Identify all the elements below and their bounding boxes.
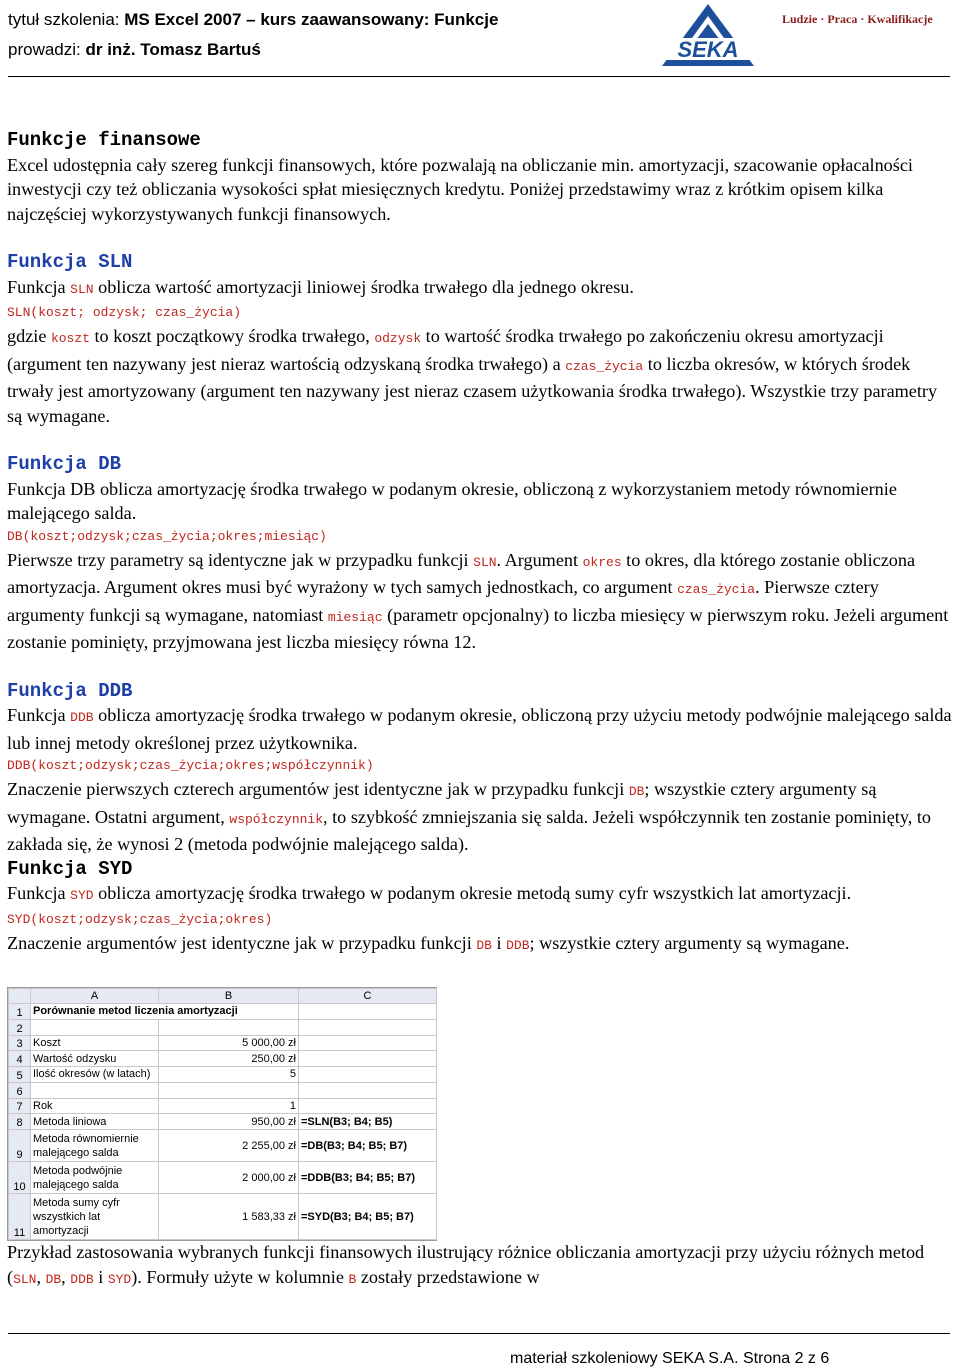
row-number: 6 <box>9 1082 31 1098</box>
formula-cell: =SLN(B3; B4; B5) <box>299 1114 437 1130</box>
cell: 1 <box>159 1098 299 1114</box>
ddb-description: Funkcja DDB oblicza amortyzację środka trwałego w podanym okresie, obliczoną przy użyciu metody podwójnie malejącego salda lub innej metody określonej przez użytkownika. <box>7 705 952 753</box>
course-title: tytuł szkolenia: MS Excel 2007 – kurs zaawansowany: Funkcje <box>8 10 499 29</box>
row-number: 11 <box>9 1194 31 1240</box>
column-header: A <box>31 989 159 1004</box>
cell: Koszt <box>31 1035 159 1051</box>
row-number: 2 <box>9 1019 31 1035</box>
section-title: Funkcje finansowe <box>7 129 201 151</box>
cell: Metoda sumy cyfr wszystkich lat amortyzacji <box>31 1194 159 1240</box>
cell: Metoda liniowa <box>31 1114 159 1130</box>
cell: Wartość odzysku <box>31 1051 159 1067</box>
row-number: 1 <box>9 1004 31 1020</box>
table-row <box>9 1114 437 1130</box>
row-number: 9 <box>9 1130 31 1162</box>
cell: Metoda równomiernie malejącego salda <box>31 1130 159 1162</box>
heading-ddb: Funkcja DDB <box>7 679 133 702</box>
heading-sln: Funkcja SLN <box>7 251 133 273</box>
syd-syntax: SYD(koszt;odzysk;czas_życia;okres) <box>7 911 273 927</box>
cell <box>299 1067 437 1083</box>
cell <box>31 1019 159 1035</box>
document-body <box>7 128 952 958</box>
cell: 5 000,00 zł <box>159 1035 299 1051</box>
formula-cell: =DB(B3; B4; B5; B7) <box>299 1130 437 1162</box>
page-header <box>0 0 960 80</box>
db-syntax: DB(koszt;odzysk;czas_życia;okres;miesiąc) <box>7 528 327 544</box>
ddb-arguments: Znaczenie pierwszych czterech argumentów jest identyczne jak w przypadku funkcji DB; wszystkie cztery argumenty są wymagane. Ostatni argument, współczynnik, to szybkość zmniejszania się salda. Jeżeli współczynnik ten zostanie pominięty, to zakłada się, że wynosi 2 (metoda podwójnie malejącego salda). <box>7 779 931 854</box>
cell: Ilość okresów (w latach) <box>31 1067 159 1083</box>
cell: 5 <box>159 1067 299 1083</box>
cell: 1 583,33 zł <box>159 1194 299 1240</box>
cell: Metoda podwójnie malejącego salda <box>31 1162 159 1194</box>
table-row <box>9 1162 437 1194</box>
table-row <box>9 1130 437 1162</box>
cell: 250,00 zł <box>159 1051 299 1067</box>
row-number: 10 <box>9 1162 31 1194</box>
cell <box>159 1082 299 1098</box>
page-footer: materiał szkoleniowy SEKA S.A. Strona 2 z 6 <box>510 1350 830 1367</box>
svg-text:SEKA: SEKA <box>677 37 739 62</box>
heading-syd: Funkcja SYD <box>7 857 133 880</box>
cell: 950,00 zł <box>159 1114 299 1130</box>
cell <box>31 1082 159 1098</box>
cell <box>299 1004 437 1020</box>
sheet-title-cell: Porównanie metod liczenia amortyzacji <box>31 1004 299 1020</box>
cell <box>159 1019 299 1035</box>
sln-description: Funkcja SLN oblicza wartość amortyzacji liniowej środka trwałego dla jednego okresu. <box>7 276 634 297</box>
cell: Rok <box>31 1098 159 1114</box>
cell <box>299 1035 437 1051</box>
row-number: 7 <box>9 1098 31 1114</box>
table-row <box>9 1004 437 1020</box>
sln-syntax: SLN(koszt; odzysk; czas_życia) <box>7 305 242 320</box>
sln-arguments: gdzie koszt to koszt początkowy środka trwałego, odzysk to wartość środka trwałego po zakończeniu okresu amortyzacji (argument ten nazywany jest nieraz wartością odzyskaną środka trwałego) a czas_życia to liczba okresów, w których środek trwały jest amortyzowany (argument ten nazywany jest nieraz czasem użytkowania środka trwałego). Wszystkie trzy parametry są wymagane. <box>7 326 938 426</box>
formula-cell: =SYD(B3; B4; B5; B7) <box>299 1194 437 1240</box>
footer-rule <box>8 1333 950 1334</box>
cell: 2 255,00 zł <box>159 1130 299 1162</box>
formula-cell: =DDB(B3; B4; B5; B7) <box>299 1162 437 1194</box>
spreadsheet-example <box>7 987 437 1241</box>
corner-cell <box>9 989 31 1004</box>
table-row <box>9 1035 437 1051</box>
figure-caption: Przykład zastosowania wybranych funkcji finansowych ilustrujący różnice obliczania amortyzacji przy użyciu różnych metod (SLN, DB, DDB i SYD). Formuły użyte w kolumnie B zostały przedstawione w <box>7 1242 925 1287</box>
ddb-syntax: DDB(koszt;odzysk;czas_życia;okres;współczynnik) <box>7 758 374 773</box>
syd-arguments: Znaczenie argumentów jest identyczne jak w przypadku funkcji DB i DDB; wszystkie cztery argumenty są wymagane. <box>7 932 850 953</box>
cell <box>299 1051 437 1067</box>
db-description: Funkcja DB oblicza amortyzację środka trwałego w podanym okresie, obliczoną z wykorzystaniem metody równomiernie malejącego salda. <box>7 478 897 523</box>
table-row <box>9 1051 437 1067</box>
table-row <box>9 1082 437 1098</box>
table-row <box>9 1098 437 1114</box>
table-row <box>9 1194 437 1240</box>
table-row <box>9 1019 437 1035</box>
header-rule <box>8 76 950 77</box>
seka-logo <box>660 2 756 70</box>
table-row <box>9 1067 437 1083</box>
row-number: 8 <box>9 1114 31 1130</box>
figure-caption-block <box>7 1240 952 1292</box>
cell <box>299 1082 437 1098</box>
row-number: 3 <box>9 1035 31 1051</box>
instructor: prowadzi: dr inż. Tomasz Bartuś <box>8 40 261 59</box>
tagline: Ludzie · Praca · Kwalifikacje <box>782 12 933 26</box>
syd-description: Funkcja SYD oblicza amortyzację środka trwałego w podanym okresie metodą sumy cyfr wszystkich lat amortyzacji. <box>7 883 852 903</box>
cell <box>299 1019 437 1035</box>
db-arguments: Pierwsze trzy parametry są identyczne jak w przypadku funkcji SLN. Argument okres to okres, dla którego zostanie obliczona amortyzacja. Argument okres musi być wyrażony w tych samych jednostkach, co argument czas_życia. Pierwsze cztery argumenty funkcji są wymagane, natomiast miesiąc (parametr opcjonalny) to liczba miesięcy w pierwszym roku. Jeżeli argument zostanie pominięty, przyjmowana jest liczba miesięcy równa 12. <box>7 549 949 652</box>
heading-db: Funkcja DB <box>7 453 122 475</box>
row-number: 4 <box>9 1051 31 1067</box>
cell <box>299 1098 437 1114</box>
cell: 2 000,00 zł <box>159 1162 299 1194</box>
column-header: C <box>299 989 437 1004</box>
row-number: 5 <box>9 1067 31 1083</box>
intro-paragraph: Excel udostępnia cały szereg funkcji finansowych, które pozwalają na obliczanie min. amortyzacji, szacowanie opłacalności inwestycji czy też obliczania wysokości spłat miesięcznych kredytu. Poniżej przedstawimy wraz z krótkim opisem kilka najczęściej wykorzystywanych funkcji finansowych. <box>7 154 913 224</box>
column-header: B <box>159 989 299 1004</box>
